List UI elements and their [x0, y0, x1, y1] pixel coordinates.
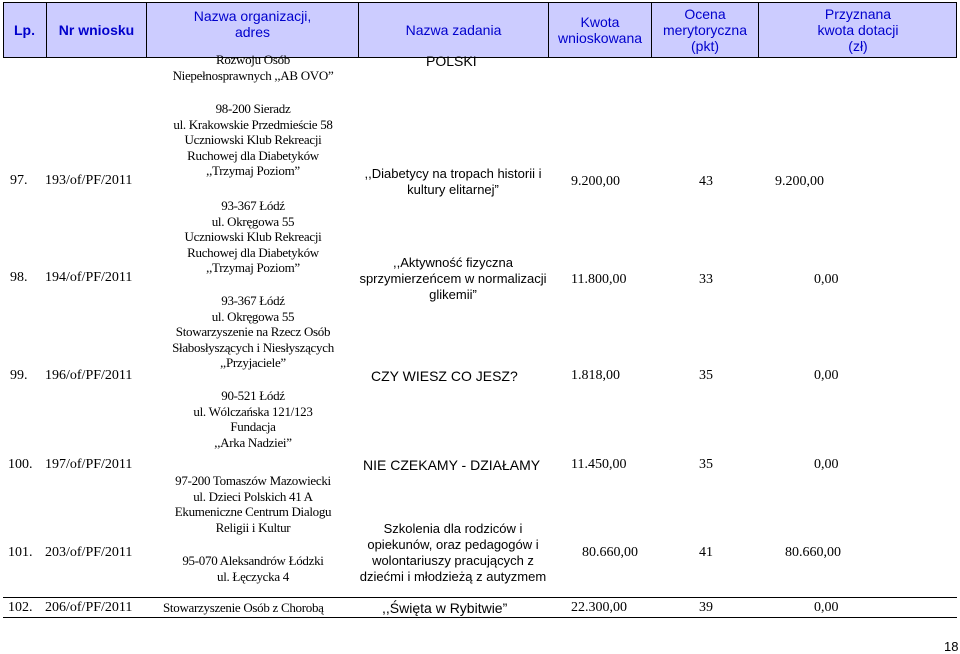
row-task: CZY WIESZ CO JESZ?: [371, 368, 518, 384]
row-amount: 9.200,00: [571, 174, 620, 189]
row-granted: 9.200,00: [775, 174, 824, 189]
row-task-line: ,,Aktywność fizyczna: [393, 255, 513, 270]
row-org-name: Stowarzyszenie Osób z Chorobą: [163, 600, 324, 615]
row-task-line: kultury elitarnej”: [407, 182, 499, 197]
top-task: POLSKI: [426, 53, 477, 69]
row-task-line: opiekunów, oraz pedagogów i: [367, 537, 539, 552]
row-org-line: ul. Okręgowa 55: [211, 308, 295, 324]
row-org: [155, 101, 351, 179]
row-org-line: Religii i Kultur: [215, 519, 291, 535]
row-org: [155, 388, 351, 450]
row-task-line: Szkolenia dla rodziców i: [383, 521, 523, 536]
row-task: ,,Święta w Rybitwie”: [382, 600, 508, 616]
row-nr: 194/of/PF/2011: [45, 270, 133, 285]
row-nr: 196/of/PF/2011: [45, 368, 133, 383]
row-nr: 206/of/PF/2011: [45, 600, 133, 615]
row-org-line: 93-367 Łódź: [221, 293, 285, 308]
row-org-line: 95-070 Aleksandrów Łódzki: [182, 553, 324, 568]
row-amount: 22.300,00: [571, 600, 627, 615]
row-org-line: 90-521 Łódź: [221, 388, 285, 403]
row-granted: 0,00: [814, 600, 839, 615]
row-task-line: glikemii”: [429, 287, 477, 302]
row-granted: 0,00: [814, 368, 839, 383]
row-org-line: ,,Arka Nadziei”: [214, 434, 292, 450]
row-org-line: Ruchowej dla Diabetyków: [187, 147, 319, 163]
row-task-line: dziećmi i młodzieżą z autyzmem: [359, 569, 547, 584]
header-nr: Nr wniosku: [58, 22, 135, 38]
row-org-line: ul. Krakowskie Przedmieście 58: [173, 116, 333, 132]
row-nr: 203/of/PF/2011: [45, 545, 133, 560]
row-org-line: ul. Wólczańska 121/123: [193, 403, 313, 419]
row-lp: 101.: [8, 545, 33, 560]
row-granted: 0,00: [814, 457, 839, 472]
row-nr: 197/of/PF/2011: [45, 457, 133, 472]
header-score: Ocena merytoryczna (pkt): [662, 6, 748, 54]
row-org-line: Uczniowski Klub Rekreacji: [184, 229, 322, 244]
row-org-line: ul. Okręgowa 55: [211, 213, 295, 229]
row-lp: 100.: [8, 457, 33, 472]
row-task-line: sprzymierzeńcem w normalizacji: [359, 271, 547, 286]
row-org-line: Uczniowski Klub Rekreacji: [184, 132, 322, 147]
row-score: 35: [699, 457, 713, 472]
row-lp: 102.: [8, 600, 33, 615]
row-nr: 193/of/PF/2011: [45, 173, 133, 188]
row-org-line: Ekumeniczne Centrum Dialogu: [174, 504, 332, 519]
row-org: [155, 293, 351, 371]
row-lp: 97.: [10, 173, 28, 188]
row-task: [343, 521, 563, 585]
row-org: [155, 553, 351, 584]
row-task-line: wolontariuszy pracujących z: [372, 553, 534, 568]
row-score: 39: [699, 600, 713, 615]
row-org: [155, 473, 351, 535]
row-score: 33: [699, 272, 713, 287]
row-lp: 98.: [10, 270, 28, 285]
row-amount: 11.800,00: [571, 272, 627, 287]
top-org: [155, 52, 351, 83]
row-org-line: ul. Dzieci Polskich 41 A: [193, 488, 313, 504]
row-org-line: ,,Przyjaciele”: [220, 355, 286, 370]
top-org-line: Niepełnosprawnych ,,AB OVO”: [172, 67, 334, 83]
row-granted: 80.660,00: [785, 545, 841, 560]
page-number: 18: [944, 639, 959, 654]
header-task: Nazwa zadania: [405, 22, 502, 38]
row-org-line: Stowarzyszenie na Rzecz Osób: [175, 324, 331, 339]
row-task-line: ,,Diabetycy na tropach historii i: [364, 166, 542, 181]
header-org: Nazwa organizacji, adres: [193, 8, 312, 40]
row-border-top: [3, 597, 957, 598]
header-amount: Kwota wnioskowana: [557, 14, 643, 46]
row-org-line: 97-200 Tomaszów Mazowiecki: [175, 473, 331, 488]
row-task: [343, 166, 563, 198]
row-lp: 99.: [10, 368, 28, 383]
row-score: 43: [699, 174, 713, 189]
row-granted: 0,00: [814, 272, 839, 287]
row-task: [343, 255, 563, 303]
row-org-line: 93-367 Łódź: [221, 198, 285, 213]
row-org-line: ul. Łęczycka 4: [217, 568, 289, 584]
header-granted: Przyznana kwota dotacji (zł): [817, 6, 899, 54]
row-org: [155, 198, 351, 276]
row-border-bottom: [3, 617, 957, 618]
top-org-line: Rozwoju Osób: [215, 52, 291, 67]
row-amount: 80.660,00: [582, 545, 638, 560]
row-org-line: Słabosłyszących i Niesłyszących: [172, 339, 334, 355]
row-org-line: Ruchowej dla Diabetyków: [187, 244, 319, 260]
header-lp: Lp.: [14, 22, 35, 38]
row-amount: 1.818,00: [571, 368, 620, 383]
row-score: 35: [699, 368, 713, 383]
row-score: 41: [699, 545, 713, 560]
row-org-line: ,,Trzymaj Poziom”: [206, 260, 300, 275]
row-amount: 11.450,00: [571, 457, 627, 472]
row-org-line: ,,Trzymaj Poziom”: [206, 163, 300, 178]
row-org-line: 98-200 Sieradz: [215, 101, 291, 116]
row-org-line: Fundacja: [230, 419, 276, 434]
row-task: NIE CZEKAMY - DZIAŁAMY: [363, 457, 541, 473]
